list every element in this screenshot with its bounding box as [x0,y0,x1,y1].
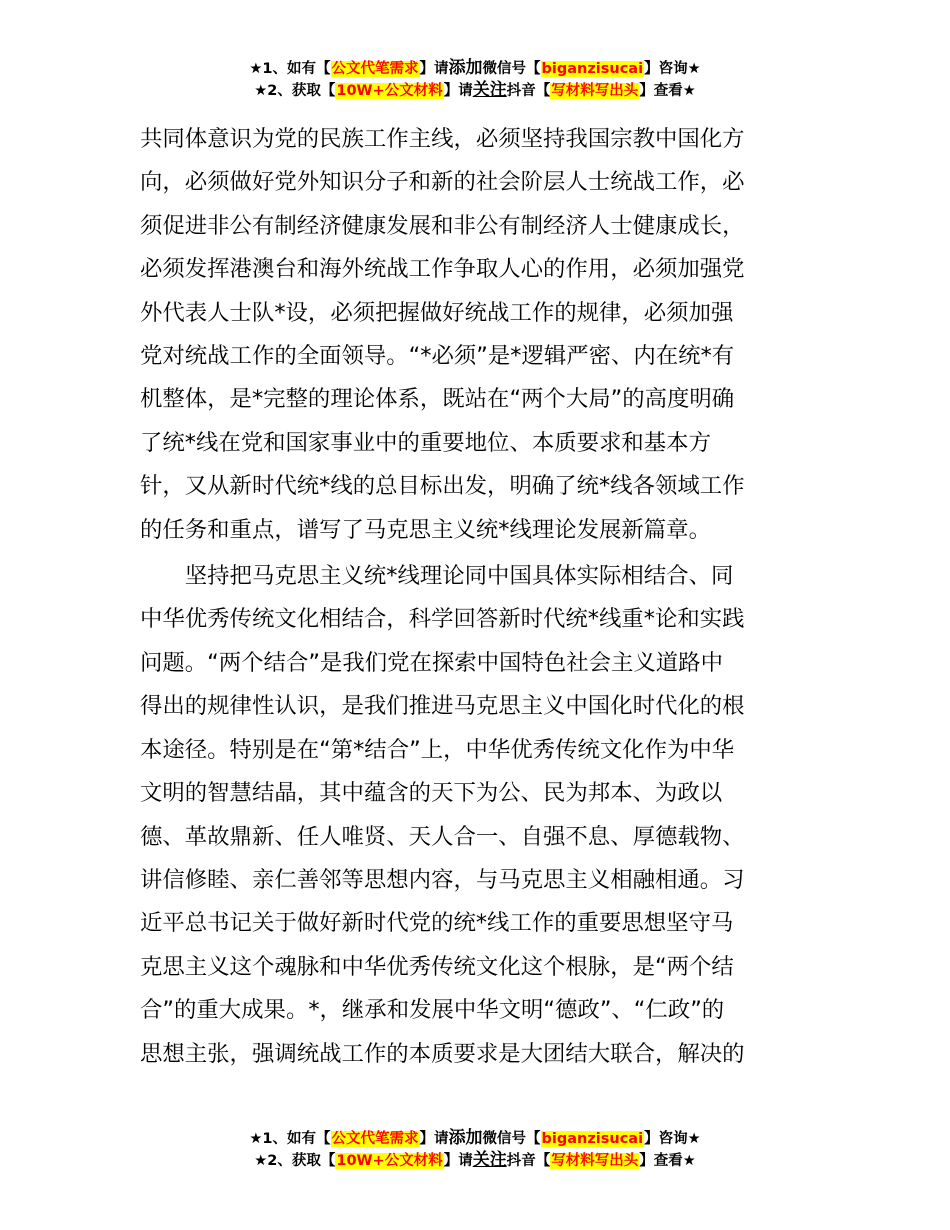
text-line: 克思主义这个魂脉和中华优秀传统文化这个根脉，是“两个结 [140,953,734,980]
text-line: 德、革故鼎新、任人唯贤、天人合一、自强不息、厚德载物、 [140,823,745,850]
banner-emphasis: 添加 [448,58,483,78]
banner-emphasis: 关注 [472,80,507,100]
banner-text: 】查看★ [639,1153,696,1169]
text-line: 讲信修睦、亲仁善邻等思想内容，与马克思主义相融相通。习 [140,866,745,893]
paragraph-1 [140,118,812,552]
document-body [140,118,812,1076]
text-line: 须促进非公有制经济健康发展和非公有制经济人士健康成长， [140,212,745,239]
banner-text: 】请 [419,1131,449,1147]
text-line: 得出的规律性认识，是我们推进马克思主义中国化时代化的根 [140,693,745,720]
highlight-service: 公文代笔需求 [331,1131,419,1147]
banner-text: 】查看★ [639,83,696,99]
highlight-douyin: 写材料写出头 [551,83,639,99]
highlight-wechat-id: biganzisucai [541,1131,644,1147]
banner-text: 微信号【 [482,1131,541,1147]
header-banner [0,58,950,102]
text-line: 共同体意识为党的民族工作主线，必须坚持我国宗教中国化方 [140,126,745,152]
highlight-douyin: 写材料写出头 [551,1153,639,1169]
highlight-wechat-id: biganzisucai [541,61,644,77]
paragraph-2 [140,555,812,1076]
banner-text: ★2、获取【 [254,1153,336,1169]
banner-text: 】咨询★ [644,61,701,77]
banner-text: 】请 [443,83,473,99]
banner-text: 】请 [443,1153,473,1169]
banner-text: ★1、如有【 [249,1131,331,1147]
text-line: 外代表人士队*设，必须把握做好统战工作的规律，必须加强 [140,299,734,326]
text-line: 思想主张，强调统战工作的本质要求是大团结大联合，解决的 [140,1040,745,1067]
banner-text: ★2、获取【 [254,83,336,99]
banner-text: ★1、如有【 [249,61,331,77]
text-line: 近平总书记关于做好新时代党的统*线工作的重要思想坚守马 [140,910,734,937]
banner-text: 】咨询★ [644,1131,701,1147]
highlight-service: 公文代笔需求 [331,61,419,77]
banner-emphasis: 关注 [472,1150,507,1170]
text-line: 向，必须做好党外知识分子和新的社会阶层人士统战工作，必 [140,169,745,196]
highlight-materials: 10W+公文材料 [336,1153,443,1169]
banner-text: 抖音【 [506,83,551,99]
banner-line-1 [0,58,950,80]
text-line: 本途径。特别是在“第*结合”上，中华优秀传统文化作为中华 [140,736,735,763]
text-line: 问题。“两个结合”是我们党在探索中国特色社会主义道路中 [140,649,723,676]
text-line: 中华优秀传统文化相结合，科学回答新时代统*线重*论和实践 [140,606,745,633]
text-line: 针，又从新时代统*线的总目标出发，明确了统*线各领域工作 [140,473,745,500]
text-line: 的任务和重点，谱写了马克思主义统*线理论发展新篇章。 [140,516,711,543]
text-line: 文明的智慧结晶，其中蕴含的天下为公、民为邦本、为政以 [140,780,723,807]
banner-text: 】请 [419,61,449,77]
banner-line-2 [0,1150,950,1172]
banner-text: 微信号【 [482,61,541,77]
text-line: 党对统战工作的全面领导。“*必须”是*逻辑严密、内在统*有 [140,343,735,370]
text-line: 合”的重大成果。*，继承和发展中华文明“德政”、“仁政”的 [140,997,725,1024]
footer-banner [0,1128,950,1172]
banner-emphasis: 添加 [448,1128,483,1148]
banner-text: 抖音【 [506,1153,551,1169]
text-line: 必须发挥港澳台和海外统战工作争取人心的作用，必须加强党 [140,256,745,283]
banner-line-1 [0,1128,950,1150]
text-line: 坚持把马克思主义统*线理论同中国具体实际相结合、同 [140,563,734,590]
text-line: 了统*线在党和国家事业中的重要地位、本质要求和基本方 [140,429,711,456]
banner-line-2 [0,80,950,102]
highlight-materials: 10W+公文材料 [336,83,443,99]
text-line: 机整体，是*完整的理论体系，既站在“两个大局”的高度明确 [140,386,735,413]
